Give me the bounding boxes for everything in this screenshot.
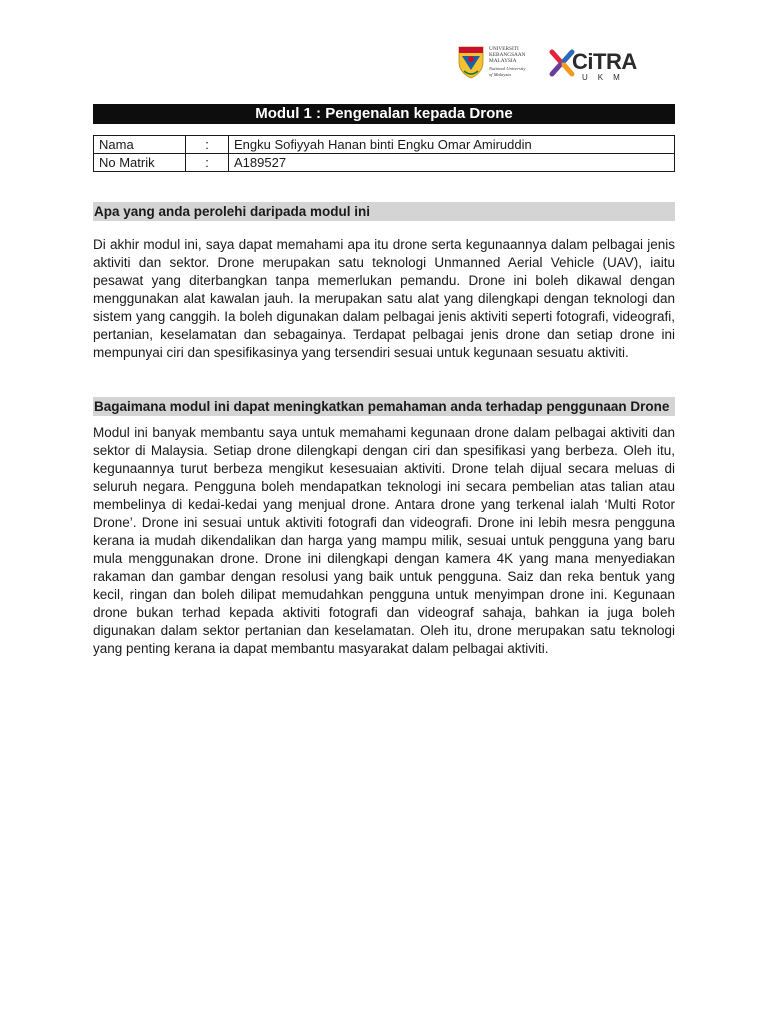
citra-logo — [546, 42, 636, 84]
ukm-tagline1: National University — [489, 65, 526, 71]
ukm-line1: UNIVERSITI — [489, 46, 519, 52]
info-value: A189527 — [229, 154, 675, 172]
info-label: No Matrik — [94, 154, 186, 172]
ukm-logo-text — [489, 46, 533, 77]
info-value: Engku Sofiyyah Hanan binti Engku Omar Amiruddin — [229, 136, 675, 154]
section-body: Modul ini banyak membantu saya untuk memahami kegunaan drone dalam pelbagai aktiviti dan sektor di Malaysia. Setiap drone dilengkapi dengan ciri dan spesifikasi yang berbeza. Oleh itu, kegunaannya turut berbeza mengikut kesesuaian aktiviti. Drone telah dijual secara meluas di seluruh negara. Pengguna boleh mendapatkan teknologi ini secara pembelian atas talian atau membelinya di kedai-kedai yang menjual drone. Antara drone yang terkenal ialah ‘Multi Rotor Drone’. Drone ini sesuai untuk aktiviti fotografi dan videografi. Drone ini lebih mesra pengguna kerana ia mudah dikendalikan dan harga yang mampu milik, sesuai untuk pengguna yang baru mula menggunakan drone. Drone ini dilengkapi dengan kamera 4K yang mana menyediakan rakaman dan gambar dengan resolusi yang baik untuk pengguna. Saiz dan reka bentuk yang kecil, ringan dan boleh dilipat memudahkan pengguna untuk menyimpan drone ini. Kegunaan drone bukan terhad kepada aktiviti fotografi dan videograf sahaja, bahkan ia juga boleh digunakan dalam sektor pertanian dan keselamatan. Oleh itu, drone merupakan satu teknologi yang penting kerana ia dapat membantu masyarakat dalam pelbagai aktiviti. — [93, 425, 675, 656]
ukm-logo — [456, 42, 532, 84]
header-logos — [456, 42, 636, 84]
info-separator: : — [186, 136, 229, 154]
ukm-line3: MALAYSIA — [489, 58, 517, 65]
section-heading — [93, 202, 675, 221]
ukm-tagline2: of Malaysia — [489, 71, 511, 77]
citra-submark: UKM — [582, 73, 630, 82]
ukm-line2: KEBANGSAAN — [489, 52, 526, 59]
section-heading-text: Apa yang anda perolehi daripada modul ini — [94, 204, 371, 219]
student-info-table — [93, 135, 675, 172]
section-heading — [93, 397, 675, 416]
ukm-crest-icon — [456, 44, 486, 80]
table-row — [94, 154, 675, 172]
citra-wordmark: CiTRA — [572, 49, 637, 74]
module-title: Modul 1 : Pengenalan kepada Drone — [93, 104, 675, 124]
info-separator: : — [186, 154, 229, 172]
info-label: Nama — [94, 136, 186, 154]
table-row — [94, 136, 675, 154]
section-heading-text: Bagaimana modul ini dapat meningkatkan pemahaman anda terhadap penggunaan Drone — [94, 399, 670, 414]
section-body: Di akhir modul ini, saya dapat memahami apa itu drone serta kegunaannya dalam pelbagai jenis aktiviti dan sektor. Drone merupakan satu teknologi Unmanned Aerial Vehicle (UAV), iaitu pesawat yang diterbangkan tanpa memerlukan pemandu. Drone ini boleh dikawal dengan menggunakan alat kawalan jauh. Ia merupakan satu alat yang dilengkapi dengan teknologi dan sistem yang canggih. Ia boleh digunakan dalam pelbagai jenis aktiviti seperti fotografi, videografi, pertanian, keselamatan dan sebagainya. Terdapat pelbagai jenis drone dan setiap drone ini mempunyai ciri dan spesifikasinya yang tersendiri sesuai untuk kegunaan sesuatu aktiviti. — [93, 237, 675, 360]
